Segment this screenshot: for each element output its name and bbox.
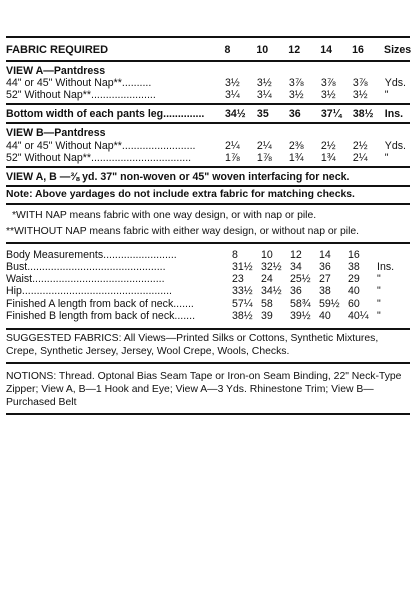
cell: 3⅞ (288, 76, 304, 89)
table-header (6, 38, 410, 62)
size-header: 10 (256, 44, 269, 56)
table-row (6, 273, 410, 285)
with-nap-note: *WITH NAP means fabric with one way design, or with nap or pile. (12, 209, 317, 221)
cell: 3¼ (224, 88, 240, 101)
cell: 3½ (224, 76, 240, 89)
row-label: Body Measurements......................... (6, 248, 177, 261)
pants-leg-row (6, 105, 410, 124)
table-row (6, 140, 410, 152)
table-row (6, 152, 410, 164)
cell: 24 (261, 273, 273, 286)
cell: 58 (261, 297, 273, 310)
table-title: FABRIC REQUIRED (6, 44, 109, 56)
cell: 57¼ (232, 297, 253, 310)
row-label: 44" or 45" Without Nap**.......... (6, 76, 152, 89)
row-label: Finished B length from back of neck....... (6, 309, 196, 322)
row-label: 52" Without Nap**...................... (6, 88, 156, 101)
cell: 40 (348, 285, 360, 298)
view-a-title: VIEW A—Pantdress (6, 64, 106, 77)
unit: Ins. (377, 261, 395, 274)
cell: 34 (290, 261, 302, 274)
cell: 40¼ (348, 309, 369, 322)
cell: 3½ (256, 76, 272, 89)
suggested-fabrics: SUGGESTED FABRICS: All Views—Printed Silks or Cottons, Synthetic Mixtures, Crepe, Synthetic Jersey, Jersey, Wool Crepe, Wools, Checks. (6, 330, 410, 364)
cell: 2¼ (352, 151, 368, 164)
cell: 59½ (319, 297, 340, 310)
table-row (6, 77, 410, 89)
notions: NOTIONS: Thread. Optonal Bias Seam Tape or Iron-on Seam Binding, 22" Neck-Type Zipper; View A, B—1 Hook and Eye; View A—3 Yds. Rhinestone Trim; View B—Purchased Belt (6, 370, 402, 408)
cell: 14 (319, 248, 331, 261)
cell: 39 (261, 309, 273, 322)
row-label: Finished A length from back of neck....... (6, 297, 194, 310)
cell: 1⅞ (256, 151, 272, 164)
cell: 58¾ (290, 297, 311, 310)
cell: 38 (348, 261, 360, 274)
sizes-label: Sizes (384, 44, 412, 56)
cell: 40 (319, 309, 331, 322)
view-b-title: VIEW B—Pantdress (6, 127, 106, 140)
cell: 32½ (261, 261, 282, 274)
table-row (6, 298, 410, 310)
table-row (6, 89, 410, 101)
cell: 36 (288, 108, 301, 121)
unit: " (377, 273, 381, 286)
row-label: 52" Without Nap**.................................. (6, 151, 192, 164)
yardage-note: Note: Above yardages do not include extra fabric for matching checks. (6, 187, 410, 205)
size-header: 12 (288, 44, 301, 56)
cell: 39½ (290, 309, 311, 322)
cell: 3¼ (256, 88, 272, 101)
cell: 2½ (352, 139, 368, 152)
table-row (6, 261, 410, 273)
unit: Yds. (384, 139, 406, 152)
cell: 2½ (320, 139, 336, 152)
size-header: 16 (352, 44, 364, 56)
table-row (6, 310, 410, 322)
cell: 38½ (232, 309, 253, 322)
size-header: 8 (224, 44, 231, 56)
cell: 29 (348, 273, 360, 286)
cell: 60 (348, 297, 360, 310)
cell: 38½ (352, 108, 374, 121)
row-label: Bust............................................... (6, 261, 166, 274)
cell: 31½ (232, 261, 253, 274)
fabric-chart (6, 36, 410, 415)
row-label: Hip................................................... (6, 285, 173, 298)
cell: 34½ (261, 285, 282, 298)
cell: 2⅜ (288, 139, 304, 152)
row-label: 44" or 45" Without Nap**......................... (6, 139, 196, 152)
cell: 3½ (288, 88, 304, 101)
unit: Yds. (384, 76, 406, 89)
cell: 8 (232, 248, 238, 261)
cell: 23 (232, 273, 244, 286)
cell: 36 (319, 261, 331, 274)
cell: 1⅞ (224, 151, 240, 164)
cell: 16 (348, 248, 360, 261)
cell: 12 (290, 248, 302, 261)
body-measurements (6, 244, 410, 330)
cell: 3½ (320, 88, 336, 101)
view-b-section (6, 124, 410, 168)
interfacing-row: VIEW A, B —⅜ yd. 37" non-woven or 45" woven interfacing for neck. (6, 168, 410, 187)
cell: 38 (319, 285, 331, 298)
cell: 10 (261, 248, 273, 261)
table-row (6, 249, 410, 261)
cell: 25½ (290, 273, 311, 286)
cell: 35 (256, 108, 269, 121)
nap-notes (6, 205, 410, 244)
row-label: Bottom width of each pants leg.............. (6, 108, 205, 121)
cell: 1¾ (320, 151, 336, 164)
unit: " (384, 88, 389, 101)
unit: Ins. (384, 108, 404, 121)
without-nap-note: **WITHOUT NAP means fabric with either way design, or without nap or pile. (6, 225, 360, 237)
unit: " (377, 309, 381, 322)
cell: 3⅞ (352, 76, 368, 89)
row-label: Waist............................................. (6, 273, 165, 286)
size-header: 14 (320, 44, 332, 56)
cell: 3½ (352, 88, 368, 101)
cell: 27 (319, 273, 331, 286)
cell: 33½ (232, 285, 253, 298)
cell: 2¼ (256, 139, 272, 152)
table-row (6, 285, 410, 297)
cell: 34½ (224, 108, 246, 121)
unit: " (377, 297, 381, 310)
cell: 2¼ (224, 139, 240, 152)
view-a-section (6, 62, 410, 106)
cell: 36 (290, 285, 302, 298)
unit: " (384, 151, 389, 164)
unit: " (377, 285, 381, 298)
cell: 3⅞ (320, 76, 336, 89)
cell: 37¼ (320, 108, 342, 121)
bottom-rule (6, 413, 410, 415)
cell: 1¾ (288, 151, 304, 164)
